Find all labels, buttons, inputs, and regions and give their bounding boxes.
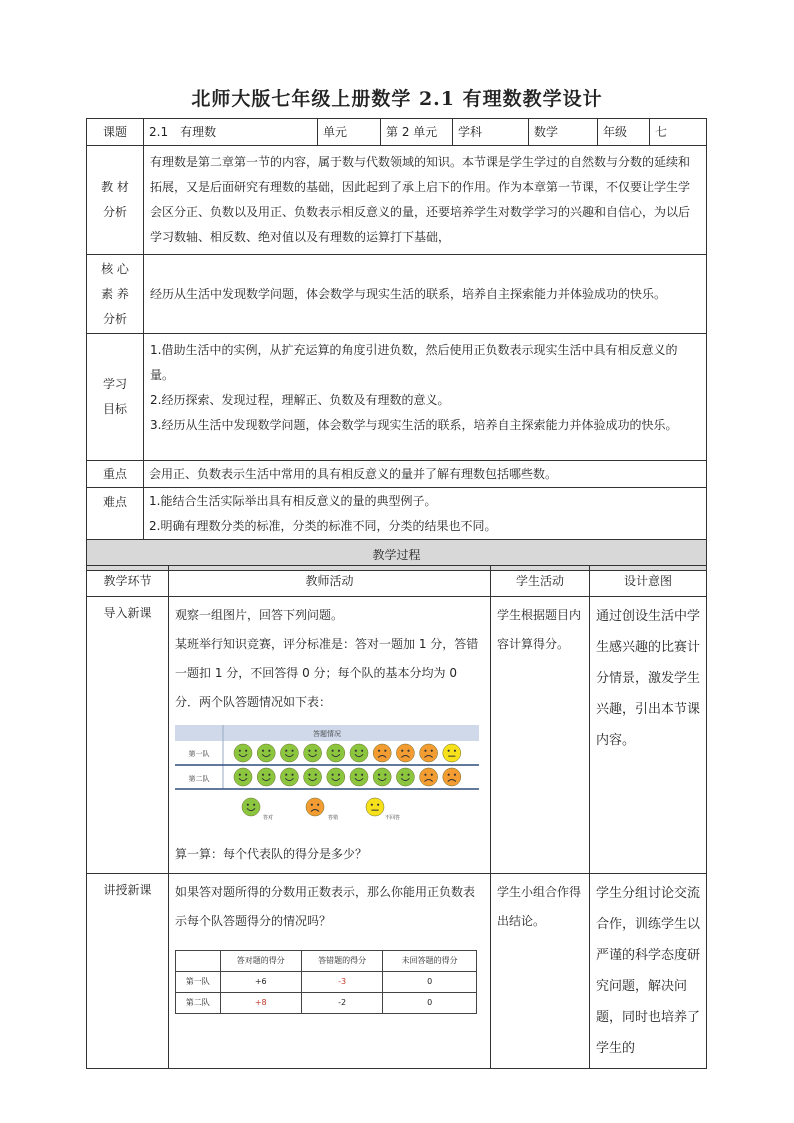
happy-face-icon [257,768,275,786]
topic-label: 课题 [87,119,144,146]
happy-face-icon [234,768,252,786]
happy-face-icon [327,744,345,762]
literacy-row [87,255,707,334]
team2-label: 第二队 [188,775,210,783]
figure-header: 答题情况 [313,730,341,738]
difficulty-item: 1.能结合生活实际举出具有相反意义的量的典型例子。 [149,494,437,508]
score-cell: 0 [383,972,477,993]
goals-label: 学习 目标 [87,334,144,461]
sad-face-icon [420,744,438,762]
material-row [87,146,707,255]
happy-face-icon [350,768,368,786]
intro-student: 学生根据题目内容计算得分。 [491,597,590,874]
neutral-face-icon [443,744,461,762]
goals-row [87,334,707,461]
sad-face-icon [306,798,324,816]
process-title: 教学过程 [87,540,707,571]
happy-face-icon [234,744,252,762]
difficulty-row [87,488,707,540]
unit-value: 第 2 单元 [381,119,453,146]
col-stage: 教学环节 [87,566,169,597]
subject-label: 学科 [453,119,529,146]
happy-face-icon [327,768,345,786]
key-point-text: 会用正、负数表示生活中常用的具有相反意义的量并了解有理数包括哪些数。 [144,461,707,488]
score-table [175,950,477,1014]
material-label: 教 材 分析 [87,146,144,255]
process-header-row [87,566,707,597]
new-lesson-row [87,874,707,1069]
sad-face-icon [443,768,461,786]
happy-face-icon [373,768,391,786]
new-lesson-stage: 讲授新课 [87,874,169,1069]
intro-stage: 导入新课 [87,597,169,874]
team1-label: 第一队 [188,750,210,758]
material-text: 有理数是第二章第一节的内容，属于数与代数领域的知识。本节课是学生学过的自然数与分数的延续和拓展，又是后面研究有理数的基础，因此起到了承上启下的作用。作为本章第一节课，不仅要让学生学会区分正、负数以及用正、负数表示相反意义的量，还要培养学生对数学学习的兴趣和自信心，为以后学习数轴、相反数、绝对值以及有理数的运算打下基础， [144,146,707,255]
new-lesson-teacher [169,874,491,1069]
score-cell: +6 [220,972,301,993]
info-row [87,119,707,146]
key-point-label: 重点 [87,461,144,488]
literacy-label: 核 心 素 养 分析 [87,255,144,334]
col-teacher: 教师活动 [169,566,491,597]
intro-teacher-line: 算一算：每个代表队的得分是多少？ [175,847,368,861]
happy-face-icon [280,768,298,786]
difficulty-list [144,488,707,540]
lesson-plan-table [86,118,707,571]
intro-intent: 通过创设生活中学生感兴趣的比赛计分情景，激发学生兴趣，引出本节课内容。 [590,597,707,874]
literacy-text: 经历从生活中发现数学问题，体会数学与现实生活的联系，培养自主探索能力并体验成功的快乐。 [144,255,707,334]
score-cell: -2 [301,993,382,1014]
score-header-cell: 答错题的得分 [301,951,382,972]
legend-none-label: 不回答 [385,815,401,821]
score-header-row [176,951,477,972]
intro-teacher-line: 观察一组图片，回答下列问题。 [175,608,344,622]
score-header-cell: 答对题的得分 [220,951,301,972]
legend-correct-label: 答对 [263,815,274,821]
process-table [86,565,707,1069]
topic-value: 2.1 有理数 [144,119,318,146]
subject-value: 数学 [529,119,598,146]
difficulty-label: 难点 [87,488,144,540]
key-point-row [87,461,707,488]
table-row [176,993,477,1014]
sad-face-icon [420,768,438,786]
score-cell: -3 [301,972,382,993]
grade-value: 七 [650,119,707,146]
happy-face-icon [304,768,322,786]
sad-face-icon [396,744,414,762]
new-lesson-student: 学生小组合作得出结论。 [491,874,590,1069]
goal-item: 2.经历探索、发现过程，理解正、负数及有理数的意义。 [150,393,450,407]
difficulty-item: 2.明确有理数分类的标准，分类的标准不同，分类的结果也不同。 [149,519,497,533]
sad-face-icon [373,744,391,762]
new-lesson-teacher-text: 如果答对题所得的分数用正数表示，那么你能用正负数表示每个队答题得分的情况吗？ [175,885,476,928]
intro-teacher-line: 某班举行知识竞赛，评分标准是：答对一题加 1 分，答错一题扣 1 分，不回答得 0 分；每个队的基本分均为 0 分．两个队答题情况如下表： [175,637,479,709]
intro-row [87,597,707,874]
happy-face-icon [242,798,260,816]
goal-item: 1.借助生活中的实例，从扩充运算的角度引进负数，然后使用正负数表示现实生活中具有相反意义的量。 [150,343,678,382]
team-cell: 第二队 [176,993,221,1014]
answer-situation-chart [175,725,479,825]
document-title: 北师大版七年级上册数学 2.1 有理数教学设计 [191,88,603,110]
happy-face-icon [280,744,298,762]
table-row [176,972,477,993]
legend-wrong-label: 答错 [328,815,339,821]
grade-label: 年级 [598,119,650,146]
goal-item: 3.经历从生活中发现数学问题，体会数学与现实生活的联系，培养自主探索能力并体验成功的快乐。 [150,418,678,432]
happy-face-icon [350,744,368,762]
team-cell: 第一队 [176,972,221,993]
goals-list [144,334,707,461]
col-student: 学生活动 [491,566,590,597]
unit-label: 单元 [318,119,381,146]
happy-face-icon [396,768,414,786]
col-intent: 设计意图 [590,566,707,597]
happy-face-icon [304,744,322,762]
happy-face-icon [257,744,275,762]
score-cell: 0 [383,993,477,1014]
score-header-cell [176,951,221,972]
smiley-legend [242,798,384,816]
intro-teacher [169,597,491,874]
score-header-cell: 未回答题的得分 [383,951,477,972]
neutral-face-icon [366,798,384,816]
score-cell: +8 [220,993,301,1014]
new-lesson-intent: 学生分组讨论交流合作，训练学生以严谨的科学态度研究问题，解决问题，同时也培养了学生的 [590,874,707,1069]
smiley-figure [175,725,479,836]
